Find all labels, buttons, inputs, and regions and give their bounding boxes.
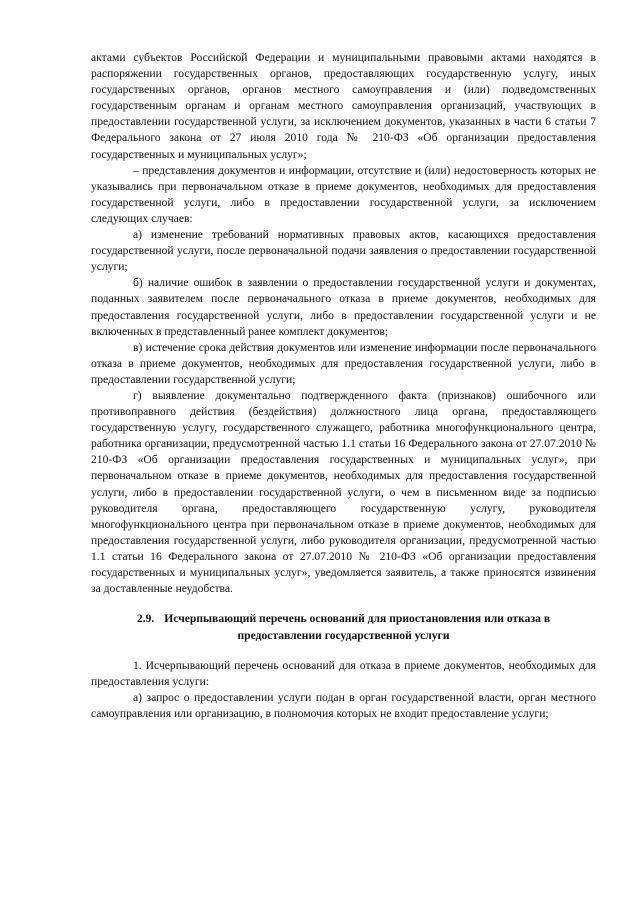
section-title-line2: предоставлении государственной услуги (237, 628, 450, 642)
paragraph-list-intro: 1. Исчерпывающий перечень оснований для отказа в приеме документов, необходимых для предоставления услуги: (91, 659, 596, 689)
section-title-line1: Исчерпывающий перечень оснований для приостановления или отказа в (164, 612, 551, 626)
paragraph-dash-item: – представления документов и информации, отсутствие и (или) недостоверность которых не указывались при первоначальном отказе в приеме документов, необходимых для предоставления государственной услуги, либо в предоставлении государственной услуги, за исключением следующих случаев: (91, 163, 596, 225)
paragraph-item-g: г) выявление документально подтвержденного факта (признаков) ошибочного или противоправного действия (бездействия) должностного лица органа, предоставляющего государственную услугу, государственного служащего, работника многофункционального центра, работника организации, предусмотренной частью 1.1 статьи 16 Федерального закона от 27.07.2010 № 210-ФЗ «Об организации предоставления государственных и муниципальных услуг», при первоначальном отказе в приеме документов, необходимых для предоставления государственной услуги, либо в предоставлении государственной услуги, о чем в письменном виде за подписью руководителя органа, предоставляющего государственную услугу, руководителя многофункционального центра при первоначальном отказе в приеме документов, необходимых для предоставления государственной услуги, либо руководителя организации, предусмотренной частью 1.1 статьи 16 Федерального закона от 27.07.2010 № 210-ФЗ «Об организации предоставления государственных и муниципальных услуг», уведомляется заявитель, а также приносятся извинения за доставленные неудобства. (91, 388, 596, 596)
section-heading (91, 611, 596, 644)
paragraph-reason-a: а) запрос о предоставлении услуги подан в орган государственной власти, орган местного самоуправления или организацию, в полномочия которых не входит предоставление услуги; (91, 691, 596, 721)
document-body (91, 50, 596, 723)
paragraph-item-b: б) наличие ошибок в заявлении о предоставлении государственной услуги и документах, поданных заявителем после первоначального отказа в приеме документов, необходимых для предоставления государственной услуги, либо в предоставлении государственной услуги и не включенных в представленный ранее комплект документов; (91, 276, 596, 338)
paragraph-item-a: а) изменение требований нормативных правовых актов, касающихся предоставления государственной услуги, после первоначальной подачи заявления о предоставлении государственной услуги; (91, 228, 596, 274)
paragraph-item-v: в) истечение срока действия документов или изменение информации после первоначального отказа в приеме документов, необходимых для предоставления государственной услуги, либо в предоставлении государственной услуги; (91, 340, 596, 386)
paragraph-acts: актами субъектов Российской Федерации и муниципальными правовыми актами находятся в распоряжении государственных органов, предоставляющих государственную услугу, иных государственных органов, органов местного самоуправления и (или) подведомственных государственным органам и органам местного самоуправления организаций, участвующих в предоставлении государственной услуги, за исключением документов, указанных в части 6 статьи 7 Федерального закона от 27 июля 2010 года № 210-ФЗ «Об организации предоставления государственных и муниципальных услуг»; (91, 51, 596, 161)
section-number: 2.9. (136, 612, 155, 626)
